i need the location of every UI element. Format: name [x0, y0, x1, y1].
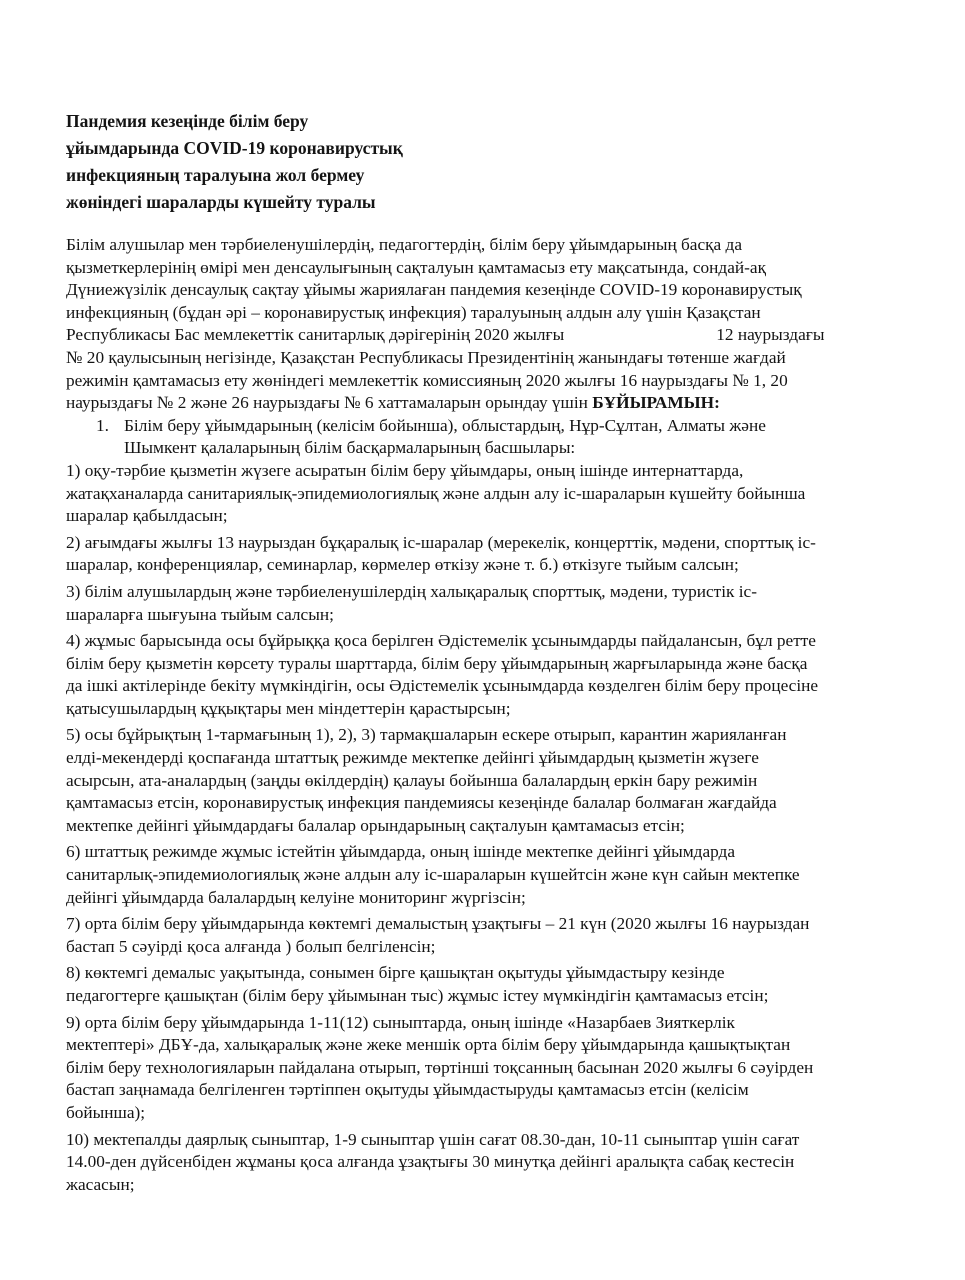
subitem-line: 2) ағымдағы жылғы 13 наурыздан бұқаралық іс-шаралар (мерекелік, концерттік, мәдени, спорттық іс- — [66, 532, 816, 552]
subitem-line: дейінгі ұйымдарда балалардың келуіне мониторинг жүргізсін; — [66, 887, 526, 907]
subitem-5 — [66, 724, 936, 837]
subitem-line: мектептері» ДБҰ-да, халықаралық және жеке меншік орта білім беру ұйымдарында қашықтықтан — [66, 1035, 791, 1055]
item-1-line — [66, 415, 936, 438]
subitem-6 — [66, 841, 936, 909]
subitem-line: 10) мектепалды даярлық сыныптар, 1-9 сыныптар үшін сағат 08.30-дан, 10-11 сыныптар үшін сағат — [66, 1129, 800, 1149]
subitem-line: педагогтерге қашықтан (білім беру ұйымынан тыс) жұмыс істеу мүмкіндігін қамтамасыз етсін; — [66, 986, 769, 1005]
preamble-paragraph — [66, 234, 936, 415]
subitem-line: қамтамасыз етсін, коронавирустық инфекция пандемиясы кезеңінде балалар болмаған жағдайда — [66, 793, 777, 813]
subitem-line: қатысушылардың құқықтары мен міндеттерін қарастырсын; — [66, 698, 511, 718]
preamble-line — [66, 392, 936, 415]
subitem-line: мектепке дейінгі ұйымдардағы балалар орындарының сақталуын қамтамасыз етсін; — [66, 815, 685, 835]
subitem-line: елді-мекендерді қоспағанда штаттық режимде мектепке дейінгі ұйымдардың қызметін жүзеге — [66, 748, 759, 768]
preamble-line-text: Республикасы Бас мемлекеттік санитарлық дәрігерінің 2020 жылғы — [66, 325, 565, 345]
order-word: БҰЙЫРАМЫН: — [592, 393, 720, 413]
subitem-line: бойынша); — [66, 1102, 146, 1122]
subitem-line: 6) штаттық режимде жұмыс істейтін ұйымдарда, оның ішінде мектепке дейінгі ұйымдарда — [66, 842, 736, 862]
item-number: 1. — [96, 415, 109, 435]
subitem-line: да ішкі актілерінде бекіту мүмкіндігін, осы Әдістемелік ұсынымдарда көзделген білім беру процесіне — [66, 676, 819, 696]
title-line: инфекцияның таралуына жол бермеу — [66, 165, 365, 185]
subitem-9 — [66, 1012, 936, 1125]
preamble-line: инфекцияның (бұдан әрі – коронавирустық инфекция) таралуының алдын алу үшін Қазақстан — [66, 302, 761, 322]
subitem-10 — [66, 1129, 936, 1197]
subitem-4 — [66, 630, 936, 720]
subitem-line: 3) білім алушылардың және тәрбиеленушілердің халықаралық спорттық, мәдени, туристік іс- — [66, 581, 757, 601]
document-body — [66, 234, 936, 1196]
subitem-line: жасасын; — [66, 1174, 135, 1194]
document-title — [66, 108, 546, 216]
subitem-8 — [66, 962, 936, 1007]
title-line: ұйымдарында COVID-19 коронавирустық — [66, 138, 403, 158]
subitem-3 — [66, 581, 936, 626]
subitem-line: шаралар, конференциялар, семинарлар, көрмелер өткізу және т. б.) өткізуге тыйым салсын; — [66, 555, 739, 575]
subitem-line: бастап 5 сәуірді қоса алғанда ) болып белгіленсін; — [66, 936, 436, 956]
preamble-line: № 20 қаулысының негізінде, Қазақстан Республикасы Президентінің жанындағы төтенше жағдай — [66, 347, 786, 367]
subitem-7 — [66, 913, 936, 958]
subitem-line: 5) осы бұйрықтың 1-тармағының 1), 2), 3) тармақшаларын ескере отырып, карантин жарияланған — [66, 725, 787, 745]
subitem-line: шаралар қабылдасын; — [66, 506, 228, 526]
preamble-line: Дүниежүзілік денсаулық сақтау ұйымы жариялаған пандемия кезеңінде COVID-19 коронавирустық — [66, 280, 802, 300]
preamble-line: қызметкерлерінің өмірі мен денсаулығының сақталуын қамтамасыз ету мақсатында, сондай-ақ — [66, 257, 766, 277]
preamble-line-text: наурыздағы № 2 және 26 наурыздағы № 6 хаттамаларын орындау үшін — [66, 393, 588, 413]
subitem-line: 4) жұмыс барысында осы бұйрыққа қоса берілген Әдістемелік ұсынымдарды пайдалансын, бұл ретте — [66, 631, 816, 651]
subitem-line: санитарлық-эпидемиологиялық және алдын алу іс-шараларын күшейтсін және күн сайын мектепке — [66, 865, 800, 885]
preamble-line: режимін қамтамасыз ету жөніндегі мемлекеттік комиссияның 2020 жылғы 16 наурыздағы № 1, 20 — [66, 370, 788, 390]
subitem-line: 1) оқу-тәрбие қызметін жүзеге асыратын білім беру ұйымдары, оның ішінде интернаттарда, — [66, 460, 744, 480]
subitem-line: 7) орта білім беру ұйымдарында көктемгі демалыстың ұзақтығы – 21 күн (2020 жылғы 16 наурыздан — [66, 914, 810, 934]
subitem-line: шараларға шығуына тыйым салсын; — [66, 604, 334, 624]
subitem-2 — [66, 532, 936, 577]
subitem-line: 9) орта білім беру ұйымдарында 1-11(12) сыныптарда, оның ішінде «Назарбаев Зияткерлік — [66, 1012, 735, 1032]
subitem-line: асырсын, ата-аналардың (заңды өкілдердің) қалауы бойынша балалардың еркін бару режимін — [66, 770, 758, 790]
subitem-line: 14.00-ден дүйсенбіден жұманы қоса алғанда ұзақтығы 30 минутқа дейінгі аралықта сабақ кестесін — [66, 1152, 795, 1172]
preamble-line: Білім алушылар мен тәрбиеленушілердің, педагогтердің, білім беру ұйымдарының басқа да — [66, 235, 742, 254]
subitem-line: жатақханаларда санитариялық-эпидемиологиялық және алдын алу іс-шараларын күшейту бойынша — [66, 483, 806, 503]
subitem-line: 8) көктемгі демалыс уақытында, сонымен бірге қашықтан оқытуды ұйымдастыру кезінде — [66, 963, 725, 983]
subitem-line: білім беру технологияларын пайдалана отырып, төртінші тоқсанның басынан 2020 жылғы 6 сәуірден — [66, 1057, 814, 1077]
subitem-1 — [66, 460, 936, 528]
item-1-line: Шымкент қалаларының білім басқармаларының басшылары: — [124, 438, 576, 458]
subitem-line: білім беру қызметін көрсету туралы шарттарда, білім беру ұйымдарының жарғыларында және басқа — [66, 653, 808, 673]
subitem-line: бастап заңнамада белгіленген тәртіппен оқытуды ұйымдастыруды қамтамасыз етсін (келісім — [66, 1080, 749, 1100]
preamble-date-fragment: 12 наурыздағы — [716, 325, 825, 345]
title-line: жөніндегі шараларды күшейту туралы — [66, 192, 376, 212]
item-1-text: Білім беру ұйымдарының (келісім бойынша), облыстардың, Нұр-Сұлтан, Алматы және — [124, 415, 766, 435]
preamble-line — [66, 324, 936, 347]
title-line: Пандемия кезеңінде білім беру — [66, 111, 309, 131]
item-1 — [66, 415, 936, 460]
